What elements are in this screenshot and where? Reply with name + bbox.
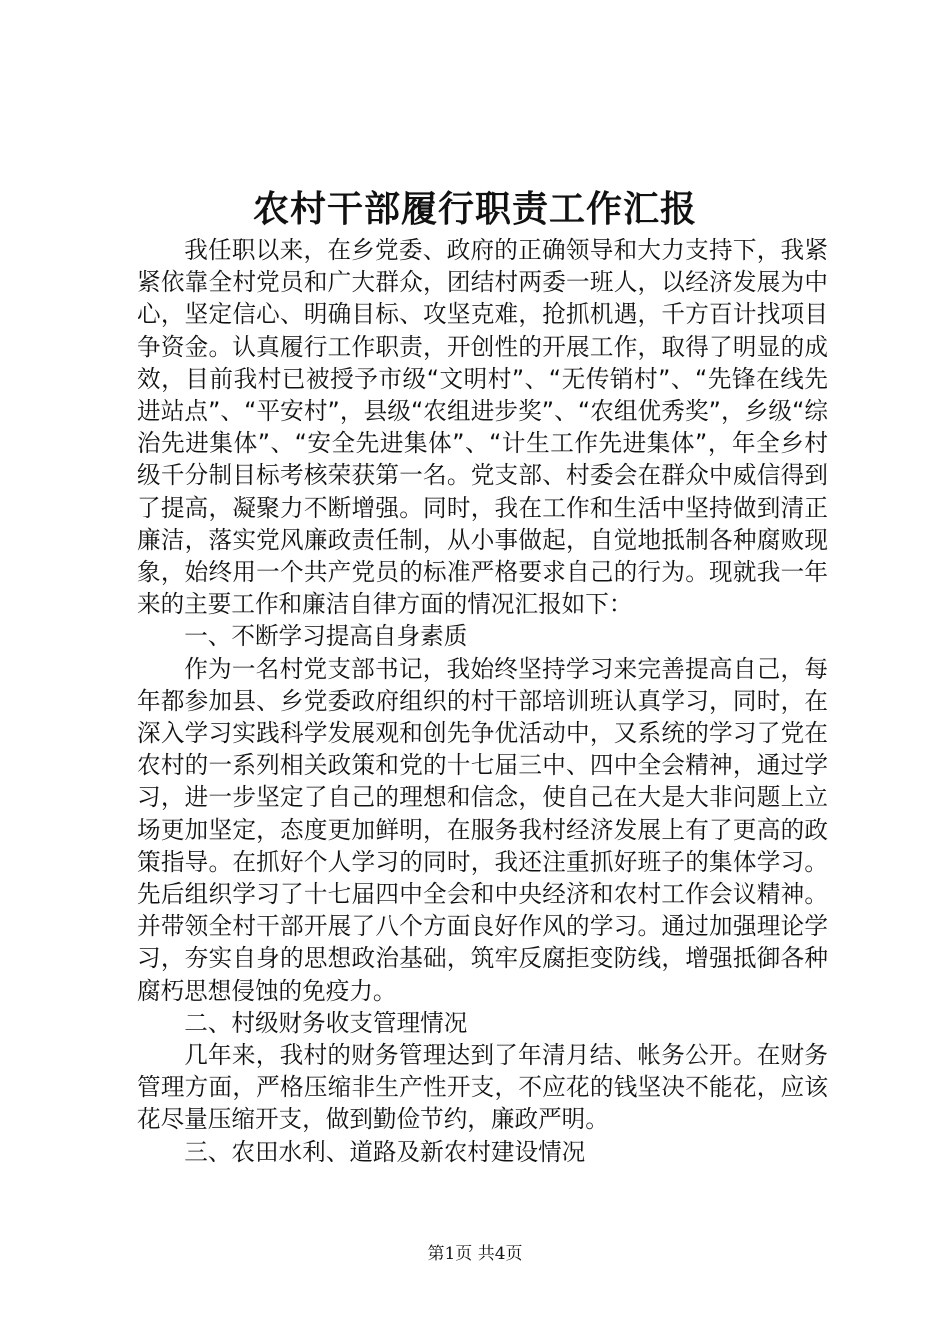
section-heading-1: 一、不断学习提高自身素质: [184, 622, 468, 651]
section-heading-2: 二、村级财务收支管理情况: [184, 1008, 468, 1037]
document-title: 农村干部履行职责工作汇报: [252, 188, 697, 230]
section-heading-3: 三、农田水利、道路及新农村建设情况: [184, 1137, 586, 1166]
page-footer: 第1页 共4页: [427, 1244, 523, 1264]
paragraph-study: 作为一名村党支部书记，我始终坚持学习来完善提高自己，每年都参加县、乡党委政府组织的村干部培训班认真学习，同时，在深入学习实践科学发展观和创先争优活动中，又系统的学习了党在农村的一系列相关政策和党的十七届三中、四中全会精神，通过学习，进一步坚定了自己的理想和信念，使自己在大是大非问题上立场更加坚定，态度更加鲜明，在服务我村经济发展上有了更高的政策指导。在抓好个人学习的同时，我还注重抓好班子的集体学习。先后组织学习了十七届四中全会和中央经济和农村工作会议精神。并带领全村干部开展了八个方面良好作风的学习。通过加强理论学习，夯实自身的思想政治基础，筑牢反腐拒变防线，增强抵御各种腐朽思想侵蚀的免疫力。: [137, 654, 828, 1005]
paragraph-finance: 几年来，我村的财务管理达到了年清月结、帐务公开。在财务管理方面，严格压缩非生产性开支，不应花的钱坚决不能花，应该花尽量压缩开支，做到勤俭节约，廉政严明。: [137, 1041, 828, 1134]
document-body: [137, 234, 828, 1168]
paragraph-intro: 我任职以来，在乡党委、政府的正确领导和大力支持下，我紧紧依靠全村党员和广大群众，团结村两委一班人，以经济发展为中心，坚定信心、明确目标、攻坚克难，抢抓机遇，千方百计找项目争资金。认真履行工作职责，开创性的开展工作，取得了明显的成效，目前我村已被授予市级“文明村”、“无传销村”、“先锋在线先进站点”、“平安村”，县级“农组进步奖”、“农组优秀奖”，乡级“综治先进集体”、“安全先进集体”、“计生工作先进集体”，年全乡村级千分制目标考核荣获第一名。党支部、村委会在群众中威信得到了提高，凝聚力不断增强。同时，我在工作和生活中坚持做到清正廉洁，落实党风廉政责任制，从小事做起，自觉地抵制各种腐败现象，始终用一个共产党员的标准严格要求自己的行为。现就我一年来的主要工作和廉洁自律方面的情况汇报如下：: [137, 236, 828, 619]
